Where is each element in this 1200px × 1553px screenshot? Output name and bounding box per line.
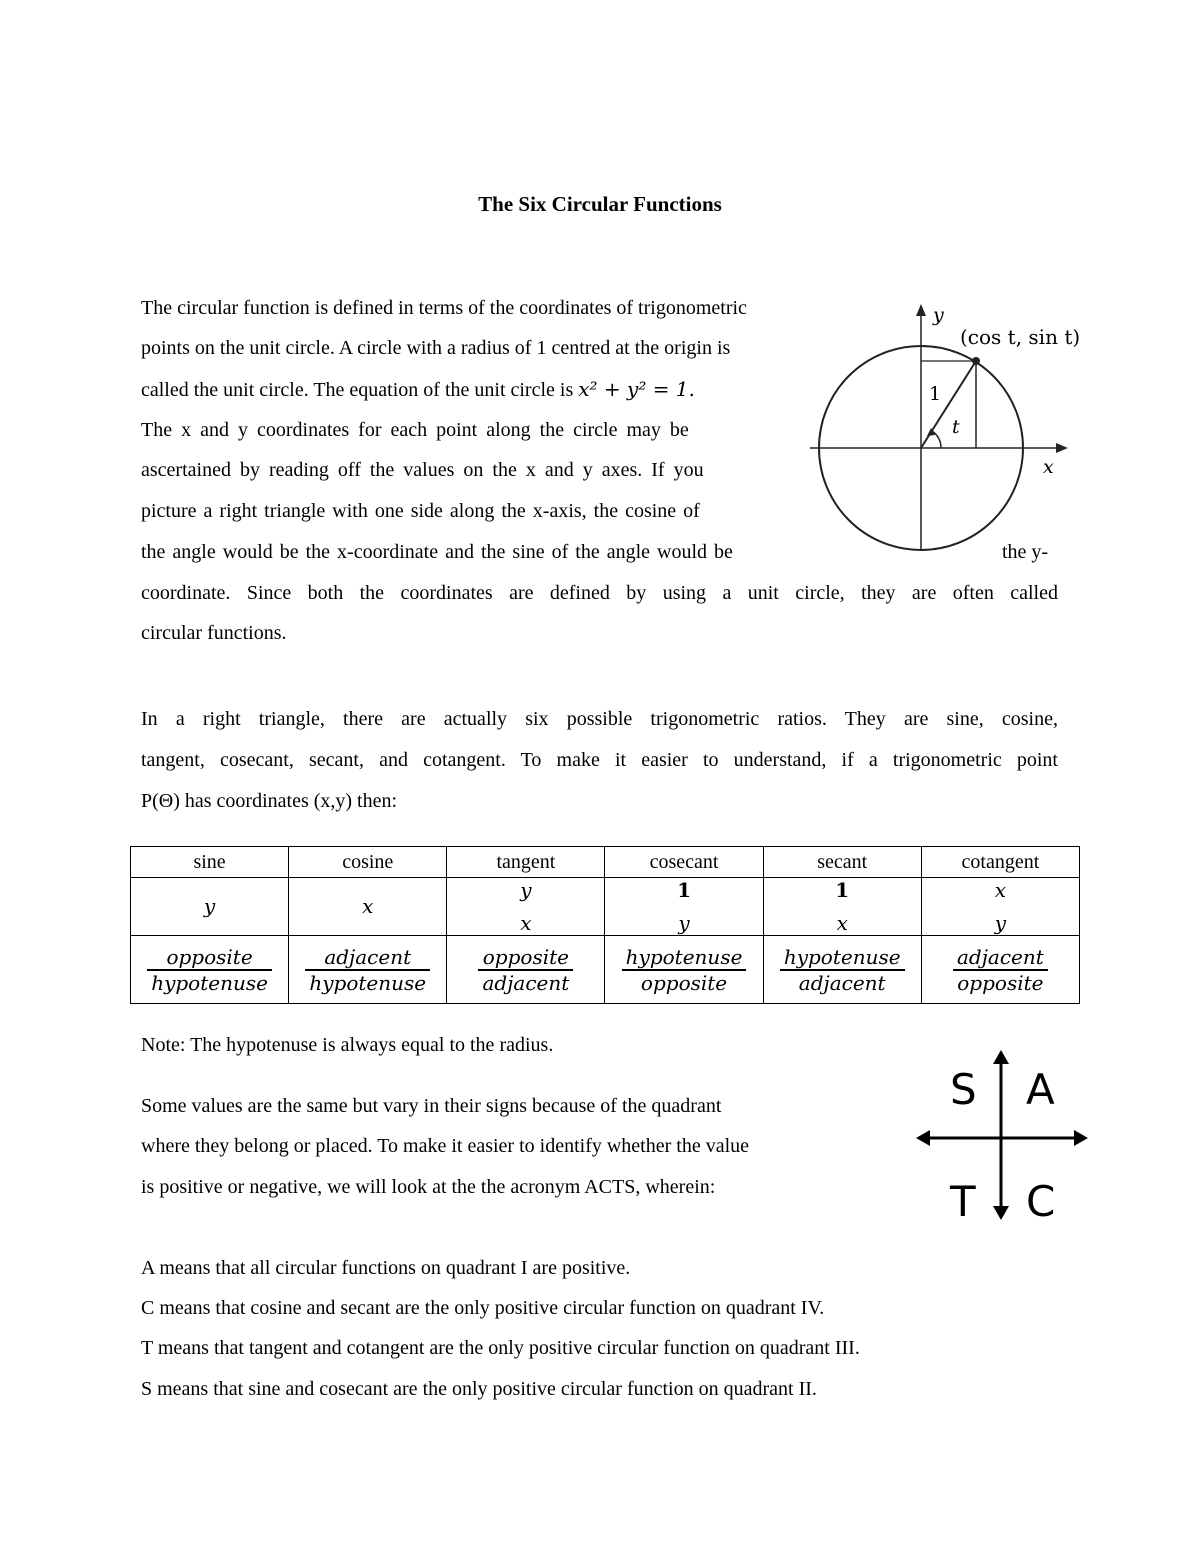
coord-cell <box>921 878 1079 936</box>
coord-fraction <box>988 878 1012 935</box>
signs-line-2: where they belong or placed. To make it easier to identify whether the value <box>141 1135 750 1157</box>
ratio-cell <box>763 936 921 1004</box>
fraction-numerator: 1 <box>835 878 850 902</box>
coord-fraction <box>830 878 854 935</box>
fraction-denominator: x <box>520 911 532 935</box>
header-cell: secant <box>763 847 921 878</box>
fraction-denominator: hypotenuse <box>309 970 427 995</box>
header-cell: cotangent <box>921 847 1079 878</box>
ratio-cell <box>289 936 447 1004</box>
acts-line-t: T means that tangent and cotangent are the only positive circular function on quadrant III. <box>141 1337 860 1359</box>
point-label: (cos t, sin t) <box>960 325 1081 349</box>
ratios-line-3: P(Θ) has coordinates (x,y) then: <box>141 790 398 812</box>
fraction-numerator: opposite <box>166 944 253 969</box>
y-axis-arrow-icon <box>916 304 926 316</box>
note-text: Note: The hypotenuse is always equal to the radius. <box>141 1034 554 1056</box>
intro-line-9: circular functions. <box>141 622 287 644</box>
signs-line-3: is positive or negative, we will look at the the acronym ACTS, wherein: <box>141 1176 716 1198</box>
intro-line-3-text: called the unit circle. The equation of the unit circle is <box>141 379 574 401</box>
fraction-numerator: hypotenuse <box>625 944 743 969</box>
left-arrow-icon <box>916 1130 930 1146</box>
header-cell: cosine <box>289 847 447 878</box>
quadrant-t-label: T <box>950 1177 976 1226</box>
header-cell: cosecant <box>605 847 763 878</box>
acts-line-s: S means that sine and cosecant are the only positive circular function on quadrant II. <box>141 1378 817 1400</box>
quadrant-c-label: C <box>1026 1177 1056 1226</box>
intro-line-3 <box>141 375 695 404</box>
page-title: The Six Circular Functions <box>478 192 722 216</box>
fraction-denominator: opposite <box>640 970 728 995</box>
up-arrow-icon <box>993 1050 1009 1064</box>
fraction-denominator: adjacent <box>482 970 570 995</box>
ratio-fraction <box>953 945 1048 995</box>
intro-line-2: points on the unit circle. A circle with a radius of 1 centred at the origin is <box>141 337 731 359</box>
ratio-cell <box>921 936 1079 1004</box>
ratio-fraction <box>147 945 272 995</box>
ratio-fraction <box>305 945 430 995</box>
acts-line-a: A means that all circular functions on quadrant I are positive. <box>141 1257 631 1279</box>
ratio-fraction <box>780 945 905 995</box>
acts-line-c: C means that cosine and secant are the only positive circular function on quadrant IV. <box>141 1297 825 1319</box>
coord-value: x <box>362 894 374 918</box>
ratio-cell <box>447 936 605 1004</box>
coord-fraction <box>514 878 538 935</box>
down-arrow-icon <box>993 1206 1009 1220</box>
fraction-denominator: hypotenuse <box>151 970 268 995</box>
angle-label: t <box>952 416 960 438</box>
fraction-numerator: hypotenuse <box>783 944 901 969</box>
ratio-fraction <box>622 945 747 995</box>
intro-line-8: coordinate. Since both the coordinates are defined by using a unit circle, they are often called <box>141 582 1058 604</box>
fraction-denominator: x <box>836 911 848 935</box>
acts-quadrant-diagram <box>912 1046 1092 1226</box>
right-arrow-icon <box>1074 1130 1088 1146</box>
ratio-cell <box>605 936 763 1004</box>
radius-label: 1 <box>929 383 942 405</box>
intro-line-1: The circular function is defined in terms of the coordinates of trigonometric <box>141 297 747 319</box>
ratios-line-1: In a right triangle, there are actually six possible trigonometric ratios. They are sine, cosine, <box>141 708 1058 730</box>
fraction-denominator: opposite <box>957 970 1044 995</box>
fraction-denominator: y <box>678 911 690 935</box>
coord-cell <box>763 878 921 936</box>
table-ratio-row <box>131 936 1080 1004</box>
quadrant-a-label: A <box>1026 1065 1055 1114</box>
fraction-numerator: 1 <box>677 878 691 902</box>
intro-line-6: picture a right triangle with one side along the x-axis, the cosine of <box>141 500 700 522</box>
fraction-denominator: y <box>994 911 1007 935</box>
y-axis-label: y <box>933 304 944 326</box>
unit-circle-equation: x² + y² = 1. <box>578 377 695 401</box>
intro-line-4: The x and y coordinates for each point along the circle may be <box>141 419 689 441</box>
ratio-fraction <box>478 945 573 995</box>
fraction-numerator: y <box>520 878 532 902</box>
ratios-line-2: tangent, cosecant, secant, and cotangent. To make it easier to understand, if a trigonometric point <box>141 749 1058 771</box>
table-header-row <box>131 847 1080 878</box>
fraction-numerator: opposite <box>482 944 569 969</box>
coord-cell <box>447 878 605 936</box>
coord-cell <box>605 878 763 936</box>
trig-point <box>972 357 980 365</box>
header-cell: sine <box>131 847 289 878</box>
coord-fraction <box>672 878 696 935</box>
fraction-denominator: adjacent <box>798 970 886 995</box>
x-axis-label: x <box>1043 456 1054 478</box>
ratios-table <box>130 846 1080 1004</box>
intro-line-7: the angle would be the x-coordinate and the sine of the angle would be <box>141 541 733 563</box>
coord-value: y <box>203 894 216 918</box>
intro-line-5: ascertained by reading off the values on the x and y axes. If you <box>141 459 704 481</box>
fraction-numerator: adjacent <box>324 944 412 969</box>
signs-line-1: Some values are the same but vary in their signs because of the quadrant <box>141 1095 722 1117</box>
header-cell: tangent <box>447 847 605 878</box>
table-coordinate-row <box>131 878 1080 936</box>
intro-line-7-right: the y- <box>1002 541 1049 563</box>
fraction-numerator: adjacent <box>956 944 1044 969</box>
fraction-numerator: x <box>994 878 1007 902</box>
unit-circle-diagram <box>810 296 1100 556</box>
quadrant-s-label: S <box>950 1065 977 1114</box>
x-axis-arrow-icon <box>1056 443 1068 453</box>
coord-cell <box>131 878 289 936</box>
ratio-cell <box>131 936 289 1004</box>
coord-cell <box>289 878 447 936</box>
